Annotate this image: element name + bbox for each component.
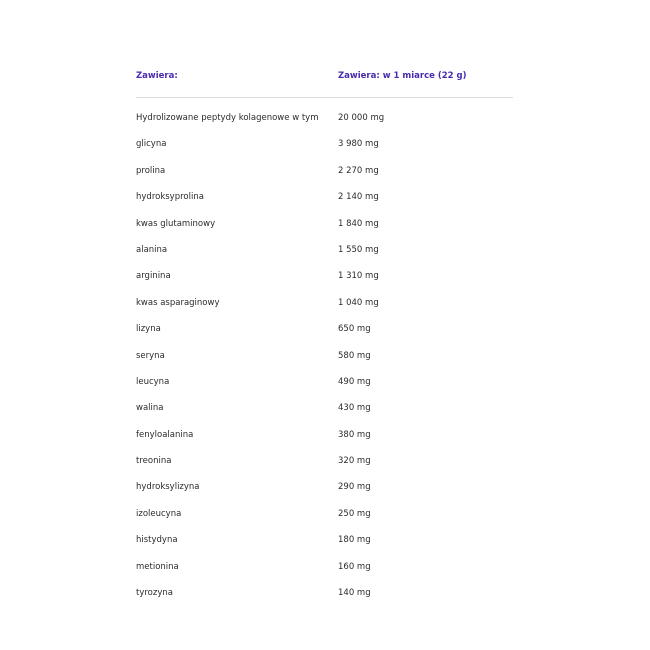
table-header (136, 70, 513, 98)
ingredient-name: treonina (136, 456, 172, 467)
header-amount: Zawiera: w 1 miarce (22 g) (338, 71, 467, 81)
ingredient-name: arginina (136, 271, 171, 282)
table-row (136, 481, 513, 507)
ingredient-amount: 250 mg (338, 508, 371, 519)
table-row (136, 270, 513, 296)
table-row (136, 112, 513, 138)
ingredient-amount: 580 mg (338, 350, 371, 361)
table-row (136, 297, 513, 323)
ingredient-name: Hydrolizowane peptydy kolagenowe w tym (136, 113, 319, 123)
ingredient-name: hydroksyprolina (136, 192, 204, 203)
header-ingredient: Zawiera: (136, 71, 178, 81)
ingredient-amount: 1 310 mg (338, 271, 379, 282)
table-row (136, 561, 513, 587)
table-row (136, 587, 513, 613)
ingredient-name: lizyna (136, 324, 161, 335)
ingredient-amount: 1 040 mg (338, 297, 379, 308)
ingredient-name: kwas asparaginowy (136, 297, 220, 308)
table-row (136, 218, 513, 244)
ingredient-name: izoleucyna (136, 508, 182, 519)
ingredient-name: seryna (136, 350, 165, 361)
ingredient-amount: 490 mg (338, 376, 371, 387)
ingredient-name: fenyloalanina (136, 429, 194, 440)
table-row (136, 508, 513, 534)
ingredient-name: alanina (136, 244, 168, 255)
ingredient-name: metionina (136, 561, 179, 572)
ingredient-amount: 1 550 mg (338, 244, 379, 255)
ingredient-name: hydroksylizyna (136, 482, 200, 493)
ingredient-name: leucyna (136, 376, 170, 387)
table-body (136, 112, 513, 613)
ingredient-amount: 140 mg (338, 588, 371, 599)
table-row (136, 165, 513, 191)
table-row (136, 402, 513, 428)
ingredient-amount: 2 270 mg (338, 165, 379, 176)
table-row (136, 350, 513, 376)
table-row (136, 429, 513, 455)
ingredient-name: prolina (136, 165, 166, 176)
ingredient-name: histydyna (136, 535, 178, 546)
ingredient-name: glicyna (136, 139, 167, 150)
ingredient-name: kwas glutaminowy (136, 218, 216, 229)
ingredient-amount: 380 mg (338, 429, 371, 440)
ingredient-amount: 1 840 mg (338, 218, 379, 229)
ingredient-amount: 20 000 mg (338, 113, 385, 123)
ingredient-name: tyrozyna (136, 588, 173, 599)
table-row (136, 138, 513, 164)
ingredient-name: walina (136, 403, 164, 414)
table-row (136, 244, 513, 270)
ingredient-amount: 650 mg (338, 324, 371, 335)
table-row (136, 455, 513, 481)
ingredient-amount: 320 mg (338, 456, 371, 467)
table-row (136, 323, 513, 349)
table-row (136, 534, 513, 560)
ingredient-amount: 2 140 mg (338, 192, 379, 203)
ingredient-amount: 430 mg (338, 403, 371, 414)
composition-table (136, 70, 513, 613)
ingredient-amount: 3 980 mg (338, 139, 379, 150)
table-row (136, 376, 513, 402)
table-row (136, 191, 513, 217)
ingredient-amount: 290 mg (338, 482, 371, 493)
ingredient-amount: 180 mg (338, 535, 371, 546)
ingredient-amount: 160 mg (338, 561, 371, 572)
